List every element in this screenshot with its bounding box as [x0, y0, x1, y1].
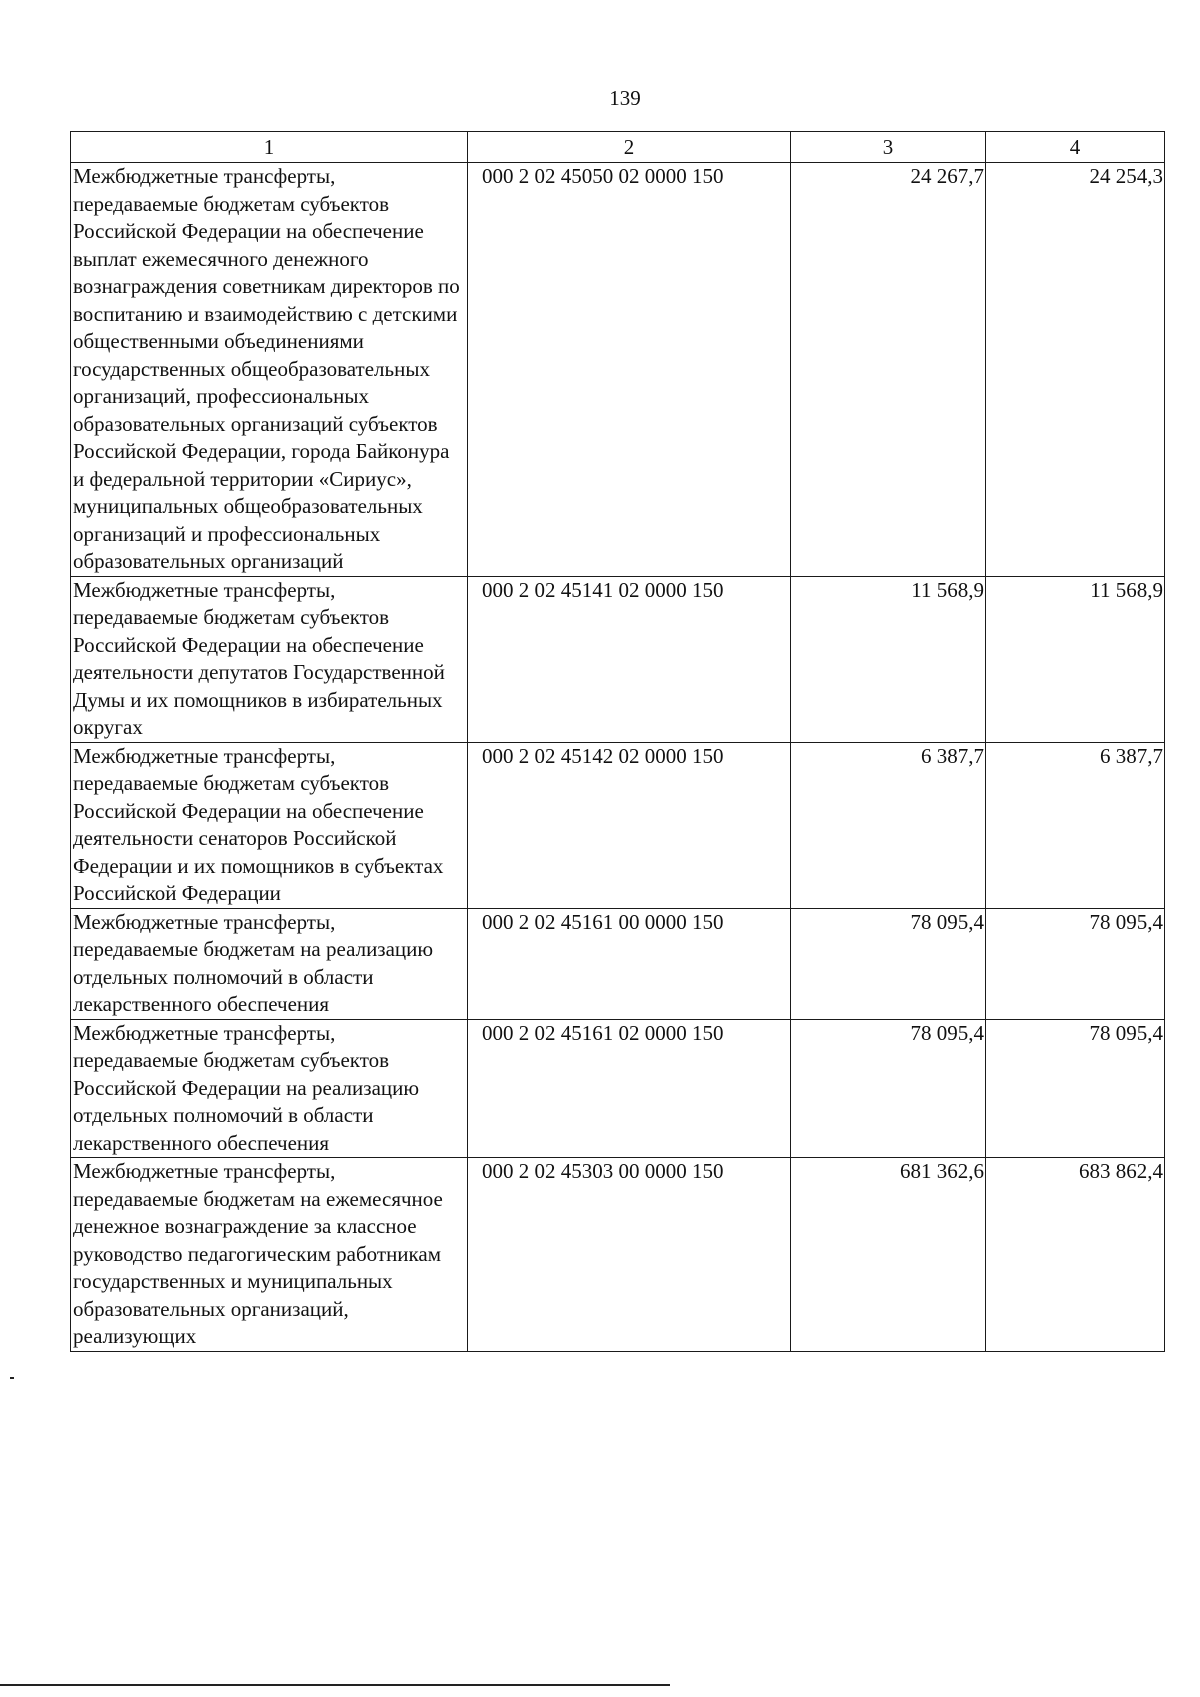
table-header-row: [71, 132, 1165, 163]
row-code: 000 2 02 45303 00 0000 150: [468, 1158, 791, 1352]
table-row: [71, 1158, 1165, 1352]
row-value-col3: 78 095,4: [791, 1019, 986, 1158]
column-header-4: 4: [986, 132, 1165, 163]
row-code: 000 2 02 45050 02 0000 150: [468, 163, 791, 577]
row-value-col4: 6 387,7: [986, 742, 1165, 908]
column-header-3: 3: [791, 132, 986, 163]
row-value-col4: 78 095,4: [986, 1019, 1165, 1158]
row-value-col3: 78 095,4: [791, 908, 986, 1019]
row-value-col3: 11 568,9: [791, 576, 986, 742]
row-value-col4: 78 095,4: [986, 908, 1165, 1019]
row-description: Межбюджетные трансферты, передаваемые бюджетам на реализацию отдельных полномочий в области лекарственного обеспечения: [71, 908, 468, 1019]
scan-margin-mark: [10, 1377, 14, 1379]
row-code: 000 2 02 45142 02 0000 150: [468, 742, 791, 908]
row-value-col3: 24 267,7: [791, 163, 986, 577]
row-value-col4: 683 862,4: [986, 1158, 1165, 1352]
row-code: 000 2 02 45161 00 0000 150: [468, 908, 791, 1019]
budget-table: [70, 131, 1165, 1352]
row-description: Межбюджетные трансферты, передаваемые бюджетам субъектов Российской Федерации на реализацию отдельных полномочий в области лекарственного обеспечения: [71, 1019, 468, 1158]
table-row: [71, 1019, 1165, 1158]
row-value-col3: 681 362,6: [791, 1158, 986, 1352]
column-header-2: 2: [468, 132, 791, 163]
row-code: 000 2 02 45141 02 0000 150: [468, 576, 791, 742]
row-description: Межбюджетные трансферты, передаваемые бюджетам на ежемесячное денежное вознаграждение за классное руководство педагогическим работникам государственных и муниципальных образовательных организаций, реализующих: [71, 1158, 468, 1352]
table-row: [71, 163, 1165, 577]
row-value-col4: 24 254,3: [986, 163, 1165, 577]
page-number: 139: [609, 86, 641, 110]
row-description: Межбюджетные трансферты, передаваемые бюджетам субъектов Российской Федерации на обеспечение деятельности депутатов Государственной Думы и их помощников в избирательных округах: [71, 576, 468, 742]
row-value-col4: 11 568,9: [986, 576, 1165, 742]
table-row: [71, 742, 1165, 908]
column-header-1: 1: [71, 132, 468, 163]
row-code: 000 2 02 45161 02 0000 150: [468, 1019, 791, 1158]
row-description: Межбюджетные трансферты, передаваемые бюджетам субъектов Российской Федерации на обеспечение деятельности сенаторов Российской Федерации и их помощников в субъектах Российской Федерации: [71, 742, 468, 908]
footer-divider: [0, 1684, 670, 1686]
table-row: [71, 908, 1165, 1019]
row-description: Межбюджетные трансферты, передаваемые бюджетам субъектов Российской Федерации на обеспечение выплат ежемесячного денежного вознаграждения советникам директоров по воспитанию и взаимодействию с детскими общественными объединениями государственных общеобразовательных организаций, профессиональных образовательных организаций субъектов Российской Федерации, города Байконура и федеральной территории «Сириус», муниципальных общеобразовательных организаций и профессиональных образовательных организаций: [71, 163, 468, 577]
row-value-col3: 6 387,7: [791, 742, 986, 908]
table-row: [71, 576, 1165, 742]
